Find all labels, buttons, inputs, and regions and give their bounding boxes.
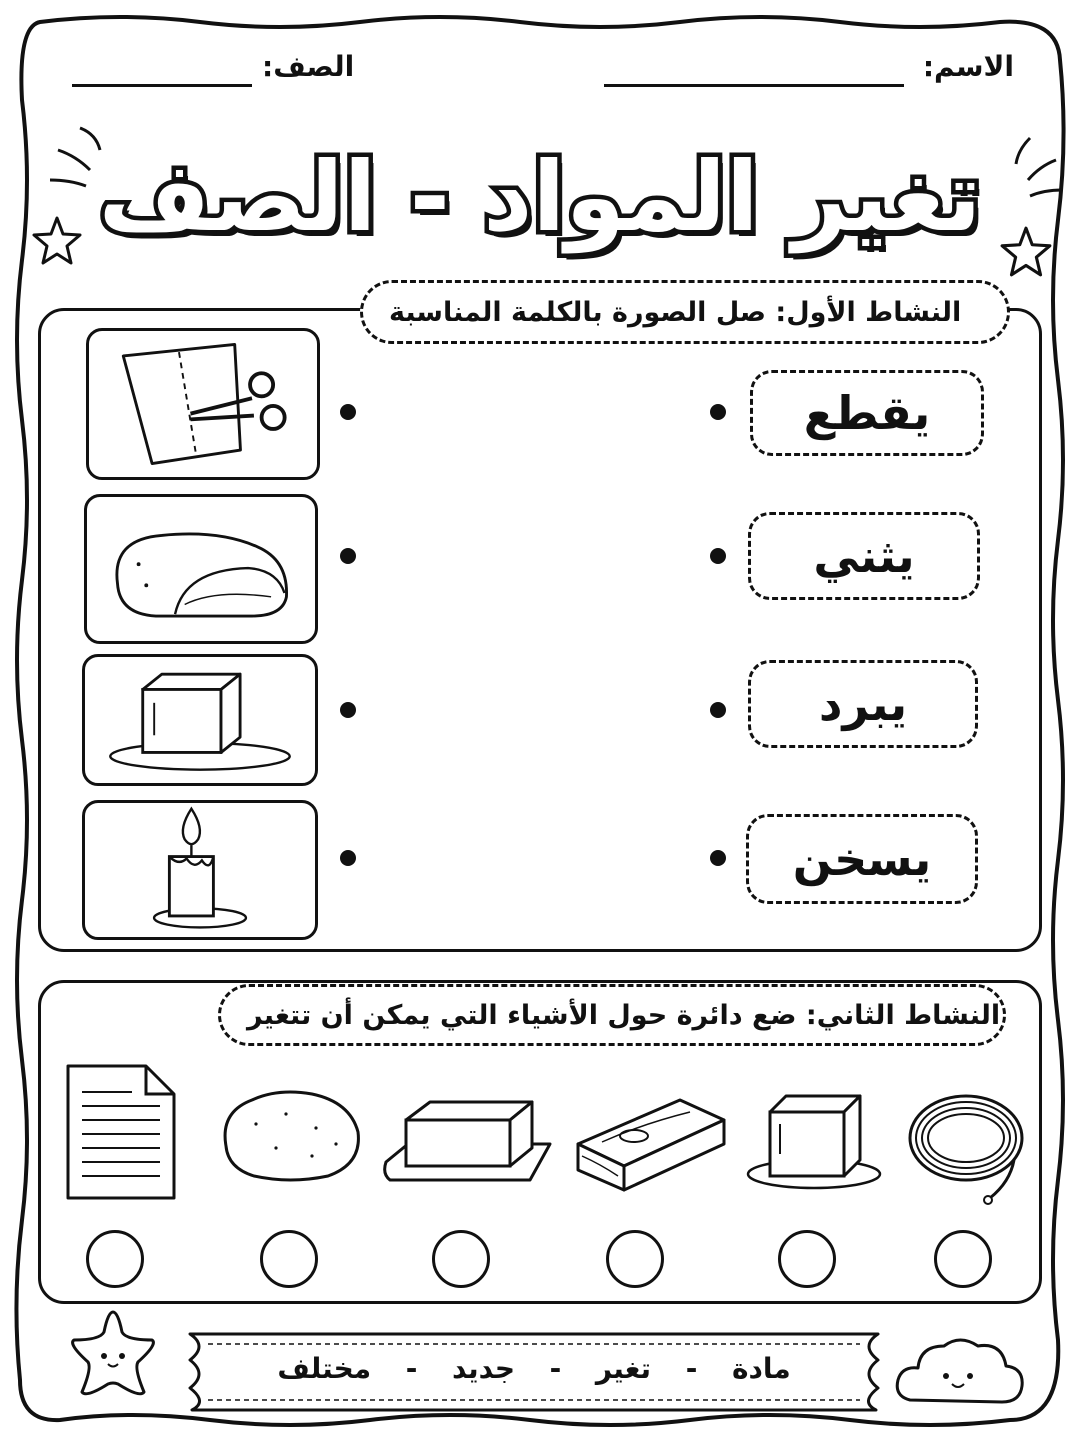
word-box-4: يسخن [746, 814, 978, 904]
object-circle-6[interactable] [934, 1230, 992, 1288]
vocab-separator-3: - [405, 1351, 418, 1385]
object-ice [744, 1088, 884, 1194]
word-dot-2[interactable] [710, 548, 726, 564]
folded-dough-icon [87, 497, 315, 641]
vocab-word-1: مادة [731, 1351, 791, 1385]
smiling-cloud-icon [890, 1330, 1028, 1410]
object-dough [216, 1084, 364, 1184]
class-input-line[interactable] [72, 84, 252, 87]
object-circle-1[interactable] [86, 1230, 144, 1288]
scissors-cutting-paper-icon [89, 331, 317, 477]
word-box-1: يقطع [750, 370, 984, 456]
butter-block-icon [380, 1090, 556, 1190]
wood-plank-icon [572, 1094, 732, 1194]
smiling-star-icon [64, 1306, 162, 1402]
object-circle-2[interactable] [260, 1230, 318, 1288]
page-title: تغير المواد - الصف [98, 141, 982, 253]
name-input-line[interactable] [604, 84, 904, 87]
vocab-separator-1: - [685, 1351, 698, 1385]
picture-dot-3[interactable] [340, 702, 356, 718]
picture-card-candle [82, 800, 318, 940]
vocab-word-4: مختلف [277, 1351, 372, 1385]
word-box-3: يبرد [748, 660, 978, 748]
picture-dot-4[interactable] [340, 850, 356, 866]
object-circle-3[interactable] [432, 1230, 490, 1288]
picture-card-scissors [86, 328, 320, 480]
ice-cube-icon [744, 1088, 884, 1194]
burning-candle-icon [85, 803, 315, 937]
word-dot-4[interactable] [710, 850, 726, 866]
dough-ball-icon [216, 1084, 364, 1184]
picture-card-dough [84, 494, 318, 644]
class-label: الصف: [262, 50, 355, 83]
star-left-icon [30, 214, 84, 268]
sparkle-lines-right-icon [1000, 130, 1070, 210]
vocab-word-3: جديد [451, 1351, 516, 1385]
object-wire [904, 1090, 1030, 1206]
word-dot-3[interactable] [710, 702, 726, 718]
picture-dot-2[interactable] [340, 548, 356, 564]
melting-ice-cube-icon [85, 657, 315, 783]
name-label: الاسم: [922, 50, 1014, 83]
object-wood [572, 1094, 732, 1194]
picture-dot-1[interactable] [340, 404, 356, 420]
picture-card-ice [82, 654, 318, 786]
star-right-icon [998, 224, 1054, 280]
activity2-label: النشاط الثاني: ضع دائرة حول الأشياء التي يمكن أن تتغير [218, 984, 1006, 1046]
word-dot-1[interactable] [710, 404, 726, 420]
activity1-label: النشاط الأول: صل الصورة بالكلمة المناسبة [360, 280, 1010, 344]
object-circle-5[interactable] [778, 1230, 836, 1288]
vocabulary-list [200, 1336, 868, 1400]
word-box-2: يثني [748, 512, 980, 600]
vocab-word-2: تغير [595, 1351, 652, 1385]
wire-coil-icon [904, 1090, 1030, 1206]
object-circle-4[interactable] [606, 1230, 664, 1288]
object-paper [62, 1060, 180, 1204]
paper-sheet-icon [62, 1060, 180, 1204]
object-butter [380, 1090, 556, 1190]
vocab-separator-2: - [549, 1351, 562, 1385]
